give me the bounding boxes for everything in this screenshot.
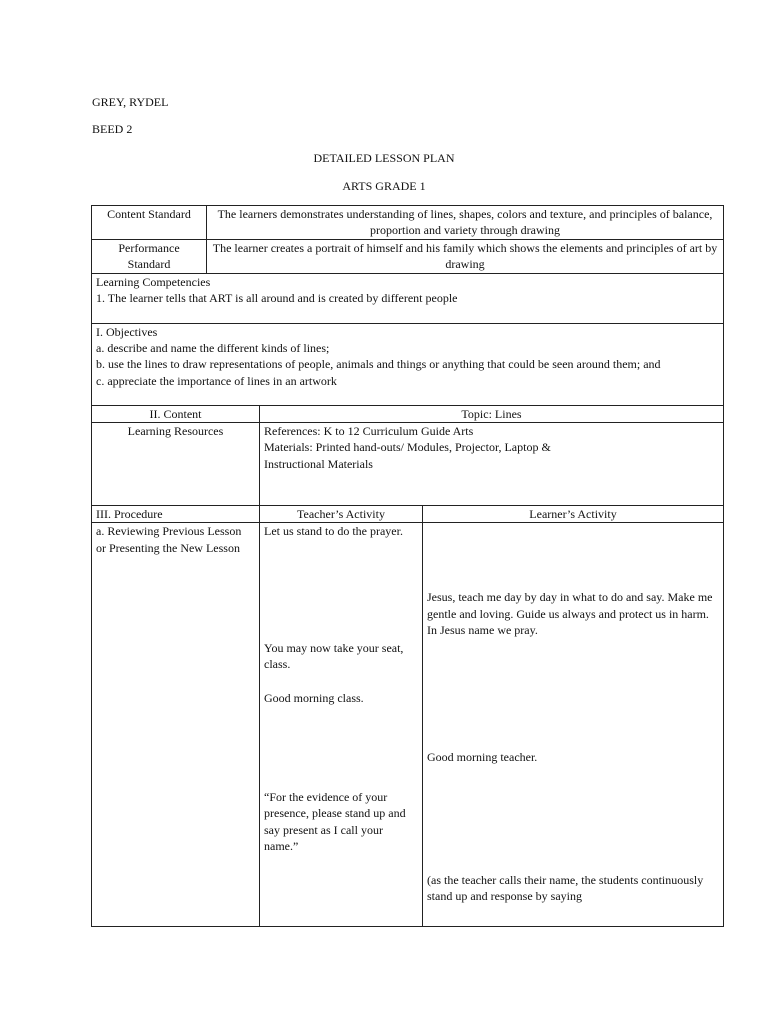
objective-item: c. appreciate the importance of lines in an artwork [96, 373, 337, 388]
teacher-greeting: Good morning class. [264, 690, 364, 705]
procedure-label: III. Procedure [92, 506, 260, 523]
materials-text: Materials: Printed hand-outs/ Modules, Projector, Laptop & Instructional Materials [264, 440, 551, 471]
procedure-row [92, 523, 724, 927]
content-label: II. Content [92, 405, 260, 422]
subject-title: ARTS GRADE 1 [342, 179, 426, 193]
performance-standard-label: Performance Standard [92, 239, 207, 273]
learning-competencies-label: Learning Competencies [96, 274, 211, 289]
student-name: GREY, RYDEL [92, 95, 169, 109]
learner-attendance: (as the teacher calls their name, the students continuously stand up and response by saying [427, 873, 704, 904]
content-row [92, 405, 724, 422]
learner-activity-cell [423, 523, 724, 927]
teacher-attendance: “For the evidence of your presence, please stand up and say present as I call your name.” [264, 790, 406, 854]
content-standard-row [92, 206, 724, 240]
objectives-label: I. Objectives [96, 324, 158, 339]
page-title: DETAILED LESSON PLAN [313, 151, 455, 165]
learning-competencies-cell [92, 273, 724, 323]
learning-competency-item: 1. The learner tells that ART is all around and is created by different people [96, 291, 458, 306]
performance-standard-row [92, 239, 724, 273]
teacher-activity-header: Teacher’s Activity [260, 506, 423, 523]
procedure-step-cell [92, 523, 260, 927]
learner-activity-header: Learner’s Activity [423, 506, 724, 523]
course-year: BEED 2 [92, 122, 133, 136]
objectives-row [92, 323, 724, 405]
references-text: References: K to 12 Curriculum Guide Arts [264, 424, 474, 439]
learning-resources-row [92, 423, 724, 506]
content-standard-text: The learners demonstrates understanding of lines, shapes, colors and texture, and principles of balance, proportion and variety through drawing [207, 206, 724, 240]
objectives-cell [92, 323, 724, 405]
performance-standard-text: The learner creates a portrait of himself and his family which shows the elements and principles of art by drawing [207, 239, 724, 273]
teacher-prayer: Let us stand to do the prayer. [264, 524, 403, 539]
objective-item: a. describe and name the different kinds of lines; [96, 341, 330, 356]
content-standard-label: Content Standard [92, 206, 207, 240]
objective-item: b. use the lines to draw representations of people, animals and things or anything that could be seen around them; and [96, 357, 661, 372]
content-topic: Topic: Lines [260, 405, 724, 422]
procedure-header-row [92, 506, 724, 523]
lesson-plan-table [91, 205, 724, 927]
teacher-take-seat: You may now take your seat, class. [264, 640, 404, 672]
learning-resources-cell [260, 423, 724, 506]
procedure-step-a: a. Reviewing Previous Lesson or Presenting the New Lesson [96, 524, 242, 555]
teacher-activity-cell [260, 523, 423, 927]
learner-greeting: Good morning teacher. [427, 749, 538, 764]
learning-competencies-row [92, 273, 724, 323]
learning-resources-label: Learning Resources [92, 423, 260, 506]
learner-prayer: Jesus, teach me day by day in what to do and say. Make me gentle and loving. Guide us always and protect us in harm. In Jesus name we pray. [427, 590, 713, 638]
